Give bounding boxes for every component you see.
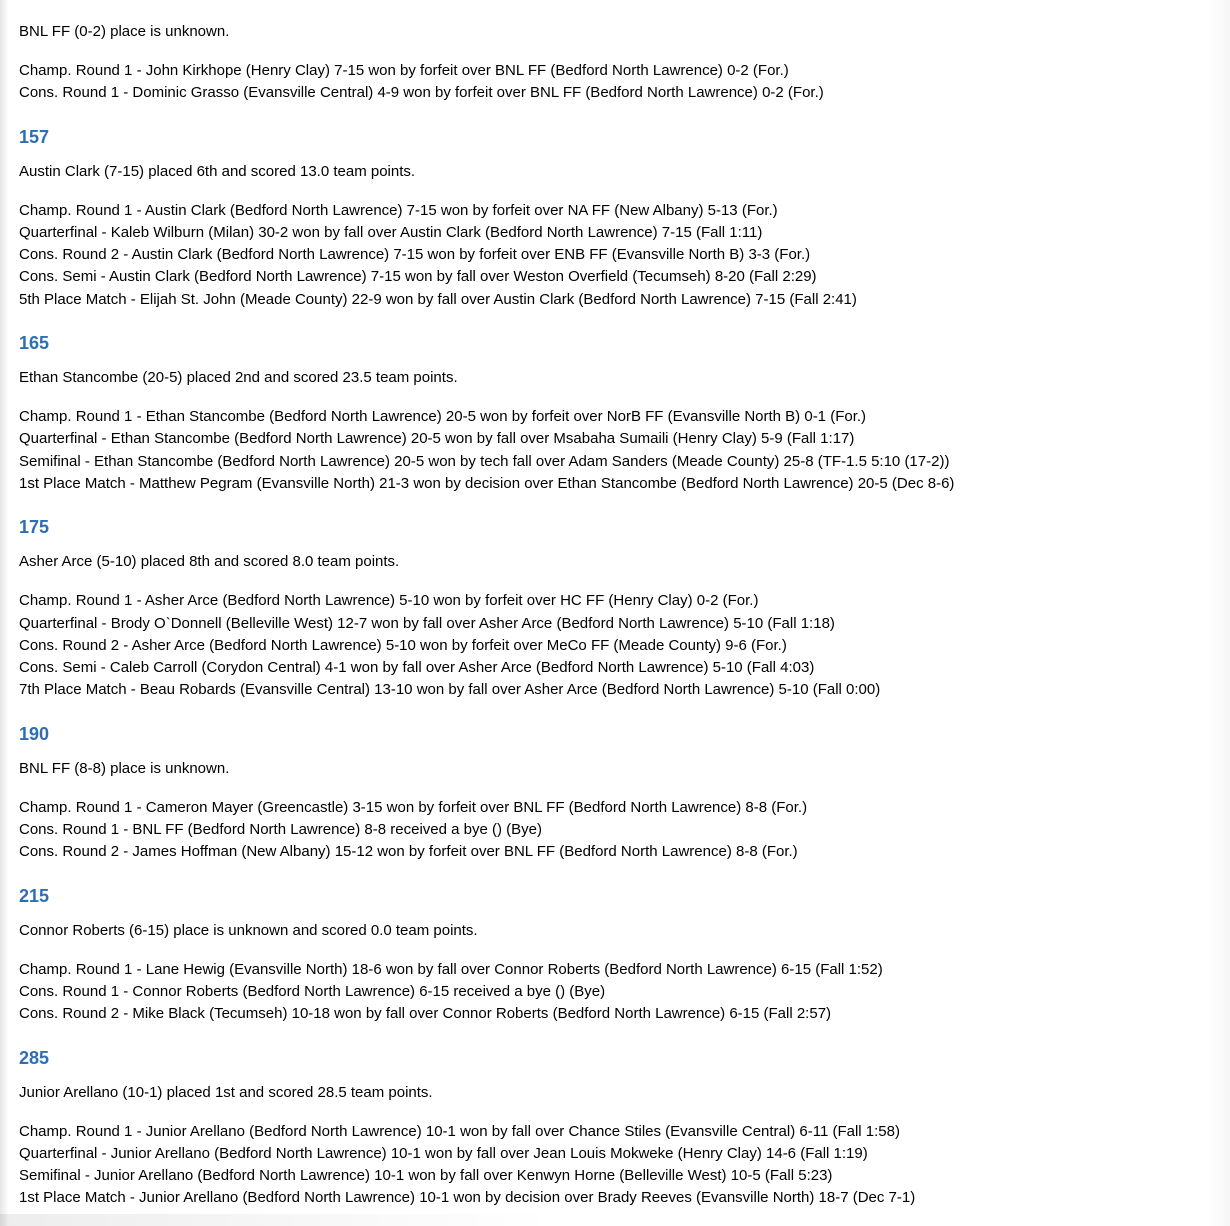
match-result-line: Champ. Round 1 - John Kirkhope (Henry Clay) 7-15 won by forfeit over BNL FF (Bedford North Lawrence) 0-2 (For.) <box>19 62 789 79</box>
match-result-line: Champ. Round 1 - Cameron Mayer (Greencastle) 3-15 won by forfeit over BNL FF (Bedford North Lawrence) 8-8 (For.) <box>19 798 808 816</box>
match-result-line: Champ. Round 1 - Ethan Stancombe (Bedford North Lawrence) 20-5 won by forfeit over NorB FF (Evansville North B) 0-1 (For.) <box>19 408 867 426</box>
results-list <box>19 22 1212 1210</box>
weight-class-heading: 175 <box>19 517 50 538</box>
match-result-line: Semifinal - Junior Arellano (Bedford North Lawrence) 10-1 won by fall over Kenwyn Horne (Belleville West) 10-5 (Fall 5:23) <box>19 1167 833 1185</box>
weight-class-heading: 165 <box>19 333 50 354</box>
match-result-line: Cons. Round 2 - Austin Clark (Bedford North Lawrence) 7-15 won by forfeit over ENB FF (Evansville North B) 3-3 (For.) <box>19 246 811 264</box>
match-result-line: Cons. Semi - Austin Clark (Bedford North Lawrence) 7-15 won by fall over Weston Overfield (Tecumseh) 8-20 (Fall 2:29) <box>19 268 817 286</box>
match-results <box>19 590 1212 701</box>
match-result-line: Cons. Round 1 - BNL FF (Bedford North Lawrence) 8-8 received a bye () (Bye) <box>19 821 542 839</box>
weight-class-heading: 157 <box>19 126 50 147</box>
match-result-line: Cons. Round 2 - Asher Arce (Bedford North Lawrence) 5-10 won by forfeit over MeCo FF (Meade County) 9-6 (For.) <box>19 636 787 654</box>
weight-class-section <box>19 517 1212 701</box>
weight-class-heading: 190 <box>19 723 50 744</box>
match-result-line: Cons. Round 1 - Connor Roberts (Bedford North Lawrence) 6-15 received a bye () (Bye) <box>19 982 606 1000</box>
match-results <box>19 1121 1212 1210</box>
match-result-line: Cons. Round 2 - James Hoffman (New Albany) 15-12 won by forfeit over BNL FF (Bedford North Lawrence) 8-8 (For.) <box>19 843 798 861</box>
match-result-line: Cons. Round 1 - Dominic Grasso (Evansville Central) 4-9 won by forfeit over BNL FF (Bedford North Lawrence) 0-2 (For.) <box>19 84 824 102</box>
match-result-line: Quarterfinal - Ethan Stancombe (Bedford North Lawrence) 20-5 won by fall over Msabaha Sumaili (Henry Clay) 5-9 (Fall 1:17) <box>19 430 855 448</box>
wrestler-summary: Ethan Stancombe (20-5) placed 2nd and scored 23.5 team points. <box>19 369 458 387</box>
weight-class-section <box>19 724 1212 864</box>
match-results <box>19 60 1212 105</box>
match-result-line: 7th Place Match - Beau Robards (Evansville Central) 13-10 won by fall over Asher Arce (Bedford North Lawrence) 5-10 (Fall 0:00) <box>19 681 881 699</box>
weight-class-section <box>19 886 1212 1026</box>
weight-class-section <box>19 1048 1212 1210</box>
match-results <box>19 797 1212 864</box>
match-result-line: Champ. Round 1 - Lane Hewig (Evansville North) 18-6 won by fall over Connor Roberts (Bedford North Lawrence) 6-15 (Fall 1:52) <box>19 960 883 978</box>
match-result-line: Champ. Round 1 - Asher Arce (Bedford North Lawrence) 5-10 won by forfeit over HC FF (Henry Clay) 0-2 (For.) <box>19 592 759 610</box>
wrestler-summary: Junior Arellano (10-1) placed 1st and scored 28.5 team points. <box>19 1083 433 1101</box>
match-result-line: Champ. Round 1 - Austin Clark (Bedford North Lawrence) 7-15 won by forfeit over NA FF (New Albany) 5-13 (For.) <box>19 201 778 219</box>
weight-class-section <box>19 333 1212 495</box>
weight-class-heading: 285 <box>19 1047 50 1068</box>
match-result-line: Quarterfinal - Junior Arellano (Bedford North Lawrence) 10-1 won by fall over Jean Louis Mokweke (Henry Clay) 14-6 (Fall 1:19) <box>19 1144 868 1162</box>
wrestler-summary: Asher Arce (5-10) placed 8th and scored 8.0 team points. <box>19 553 400 571</box>
match-results <box>19 406 1212 495</box>
match-result-line: Champ. Round 1 - Junior Arellano (Bedford North Lawrence) 10-1 won by fall over Chance Stiles (Evansville Central) 6-11 (Fall 1:58) <box>19 1122 900 1140</box>
wrestler-summary: Connor Roberts (6-15) place is unknown and scored 0.0 team points. <box>19 921 478 939</box>
bottom-edge-shadow <box>0 1214 1230 1226</box>
match-result-line: 1st Place Match - Junior Arellano (Bedford North Lawrence) 10-1 won by decision over Brady Reeves (Evansville North) 18-7 (Dec 7-1) <box>19 1189 916 1207</box>
weight-class-heading: 215 <box>19 885 50 906</box>
weight-class-section <box>19 127 1212 311</box>
weight-class-section <box>19 22 1212 105</box>
match-result-line: 1st Place Match - Matthew Pegram (Evansville North) 21-3 won by decision over Ethan Stancombe (Bedford North Lawrence) 20-5 (Dec 8-6) <box>19 474 955 492</box>
match-result-line: Cons. Round 2 - Mike Black (Tecumseh) 10-18 won by fall over Connor Roberts (Bedford North Lawrence) 6-15 (Fall 2:57) <box>19 1005 832 1023</box>
wrestler-summary: BNL FF (0-2) place is unknown. <box>19 23 230 40</box>
match-result-line: Semifinal - Ethan Stancombe (Bedford North Lawrence) 20-5 won by tech fall over Adam Sanders (Meade County) 25-8 (TF-1.5 5:10 (17-2)) <box>19 452 950 470</box>
match-result-line: Quarterfinal - Brody O`Donnell (Belleville West) 12-7 won by fall over Asher Arce (Bedford North Lawrence) 5-10 (Fall 1:18) <box>19 614 835 632</box>
wrestler-summary: Austin Clark (7-15) placed 6th and scored 13.0 team points. <box>19 162 416 180</box>
match-result-line: Quarterfinal - Kaleb Wilburn (Milan) 30-2 won by fall over Austin Clark (Bedford North Lawrence) 7-15 (Fall 1:11) <box>19 223 763 241</box>
match-result-line: 5th Place Match - Elijah St. John (Meade County) 22-9 won by fall over Austin Clark (Bedford North Lawrence) 7-15 (Fall 2:41) <box>19 290 857 308</box>
wrestler-summary: BNL FF (8-8) place is unknown. <box>19 759 230 777</box>
match-results <box>19 959 1212 1026</box>
match-results <box>19 200 1212 311</box>
match-result-line: Cons. Semi - Caleb Carroll (Corydon Central) 4-1 won by fall over Asher Arce (Bedford North Lawrence) 5-10 (Fall 4:03) <box>19 659 815 677</box>
